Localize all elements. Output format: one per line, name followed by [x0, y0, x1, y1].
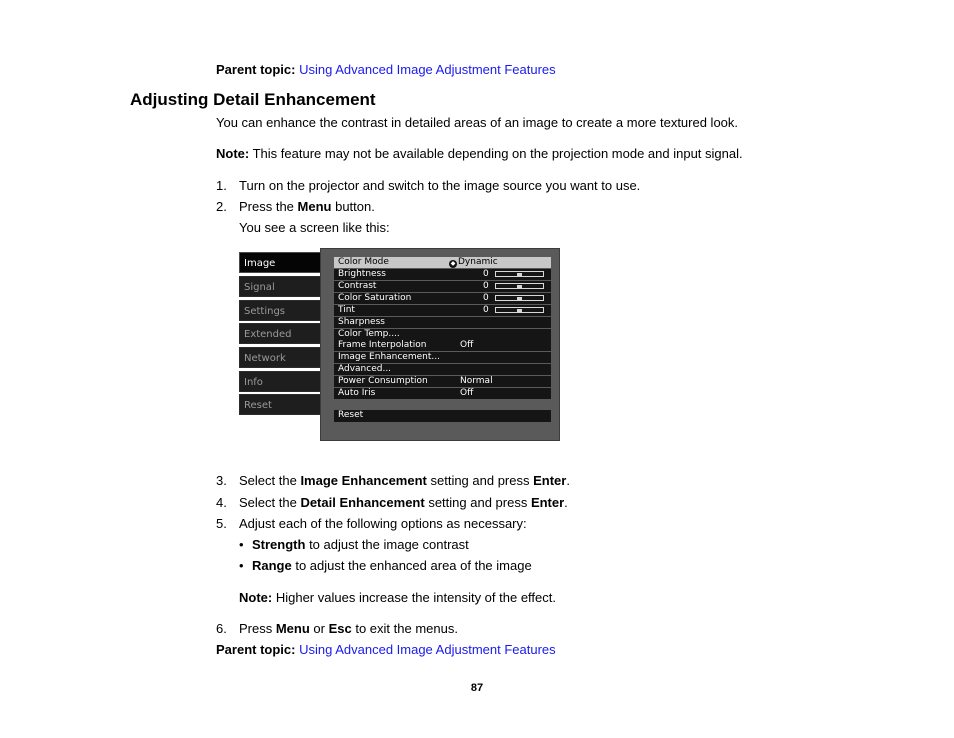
parent-topic-label: Parent topic: — [216, 642, 296, 657]
menu-row-frame-interpolation — [334, 340, 551, 351]
slider-knob — [517, 297, 522, 300]
step-4-text — [239, 495, 568, 511]
step-text-part: setting and press — [424, 495, 531, 510]
intro-text: You can enhance the contrast in detailed areas of an image to create a more textured look. — [216, 115, 739, 130]
option-name: Range — [252, 558, 292, 573]
page-number: 87 — [470, 682, 484, 694]
parent-topic-link[interactable]: Using Advanced Image Adjustment Features — [299, 642, 556, 657]
brightness-slider — [495, 271, 544, 277]
menu-row-contrast — [334, 281, 551, 292]
menu-button-ref: Menu — [297, 199, 332, 214]
menu-button-ref: Menu — [275, 621, 310, 636]
bullet-strength — [252, 537, 469, 553]
note-effect-intensity — [239, 590, 556, 606]
menu-row-sharpness — [334, 317, 551, 328]
menu-row-label: Power Consumption — [338, 376, 428, 386]
step-text-part: to exit the menus. — [351, 621, 458, 636]
step-3-text — [239, 473, 570, 489]
setting-ref: Detail Enhancement — [300, 495, 425, 510]
menu-row-label: Brightness — [338, 269, 386, 279]
menu-row-value: 0 — [483, 281, 489, 291]
step-1-text: Turn on the projector and switch to the image source you want to use. — [239, 178, 641, 193]
menu-row-color-saturation — [334, 293, 551, 304]
enter-button-ref: Enter — [530, 495, 565, 510]
setting-ref: Image Enhancement — [300, 473, 427, 488]
step-text-part: . — [566, 473, 570, 488]
note-text: Higher values increase the intensity of the effect. — [275, 590, 556, 605]
menu-row-tint — [334, 305, 551, 316]
step-text-part: or — [309, 621, 329, 636]
menu-tab-settings: Settings — [239, 300, 325, 321]
menu-row-label: Auto Iris — [338, 388, 376, 398]
step-number: 6. — [216, 621, 227, 636]
dynamic-mode-icon: ◆ — [450, 260, 456, 267]
note-feature-availability — [216, 146, 743, 162]
menu-row-value: Off — [460, 340, 474, 350]
step-number: 5. — [216, 516, 227, 531]
parent-topic-label: Parent topic: — [216, 62, 296, 77]
page-title: Adjusting Detail Enhancement — [130, 90, 376, 109]
slider-knob — [517, 285, 522, 288]
step-text-part: Select the — [239, 495, 301, 510]
contrast-slider — [495, 283, 544, 289]
menu-tab-image: Image — [239, 252, 327, 273]
parent-topic-link[interactable]: Using Advanced Image Adjustment Features — [299, 62, 556, 77]
bullet-range — [252, 558, 532, 574]
menu-panel — [320, 248, 560, 441]
menu-tab-network: Network — [239, 347, 325, 368]
menu-row-value-text: Dynamic — [458, 257, 498, 267]
enter-button-ref: Enter — [533, 473, 567, 488]
menu-row-label: Sharpness — [338, 317, 385, 327]
step-2-text — [239, 199, 375, 215]
slider-knob — [517, 309, 522, 312]
menu-row-label: Tint — [338, 305, 355, 315]
color-saturation-slider — [495, 295, 544, 301]
menu-row-label: Color Temp.... — [338, 329, 400, 339]
menu-row-value: 0 — [483, 269, 489, 279]
menu-row-value: 0 — [483, 293, 489, 303]
tint-slider — [495, 307, 544, 313]
step-5-text: Adjust each of the following options as necessary: — [239, 516, 527, 531]
menu-row-value — [449, 257, 498, 268]
esc-button-ref: Esc — [328, 621, 352, 636]
menu-row-label: Image Enhancement... — [338, 352, 440, 362]
menu-row-color-temp — [334, 329, 551, 340]
step-number: 2. — [216, 199, 227, 214]
note-label: Note: — [239, 590, 273, 605]
menu-row-label: Advanced... — [338, 364, 392, 374]
bullet-icon: • — [239, 558, 244, 573]
menu-row-reset — [334, 410, 551, 422]
menu-tab-reset: Reset — [239, 394, 325, 415]
menu-row-image-enhancement — [334, 352, 551, 363]
step-number: 1. — [216, 178, 227, 193]
menu-row-value: 0 — [483, 305, 489, 315]
menu-row-label: Color Mode — [338, 257, 389, 267]
step-text-part: setting and press — [426, 473, 534, 488]
step-text-part: Select the — [239, 473, 301, 488]
parent-topic-top — [216, 62, 556, 78]
step-text-part: button. — [331, 199, 375, 214]
step-number: 3. — [216, 473, 227, 488]
option-desc: to adjust the image contrast — [305, 537, 469, 552]
menu-tab-info: Info — [239, 371, 325, 392]
menu-row-value: Normal — [460, 376, 493, 386]
step-text-part: Press — [239, 621, 276, 636]
note-text: This feature may not be available depending on the projection mode and input signal. — [252, 146, 743, 161]
step-number: 4. — [216, 495, 227, 510]
menu-row-color-mode — [334, 257, 551, 268]
step-text-part: Press the — [239, 199, 298, 214]
bullet-icon: • — [239, 537, 244, 552]
menu-row-label: Frame Interpolation — [338, 340, 427, 350]
option-name: Strength — [252, 537, 306, 552]
menu-row-auto-iris — [334, 388, 551, 399]
slider-knob — [517, 273, 522, 276]
option-desc: to adjust the enhanced area of the image — [291, 558, 532, 573]
menu-row-value: Off — [460, 388, 474, 398]
menu-row-label: Reset — [338, 410, 364, 420]
menu-tab-signal: Signal — [239, 276, 325, 297]
menu-row-brightness — [334, 269, 551, 280]
menu-tab-extended: Extended — [239, 323, 325, 344]
note-label: Note: — [216, 146, 250, 161]
menu-row-power-consumption — [334, 376, 551, 387]
projector-menu-screenshot — [239, 248, 560, 441]
step-6-text — [239, 621, 458, 637]
parent-topic-bottom — [216, 642, 556, 658]
menu-row-advanced — [334, 364, 551, 375]
step-text-part: . — [564, 495, 568, 510]
screen-caption: You see a screen like this: — [239, 220, 390, 235]
menu-row-label: Color Saturation — [338, 293, 412, 303]
menu-row-label: Contrast — [338, 281, 377, 291]
